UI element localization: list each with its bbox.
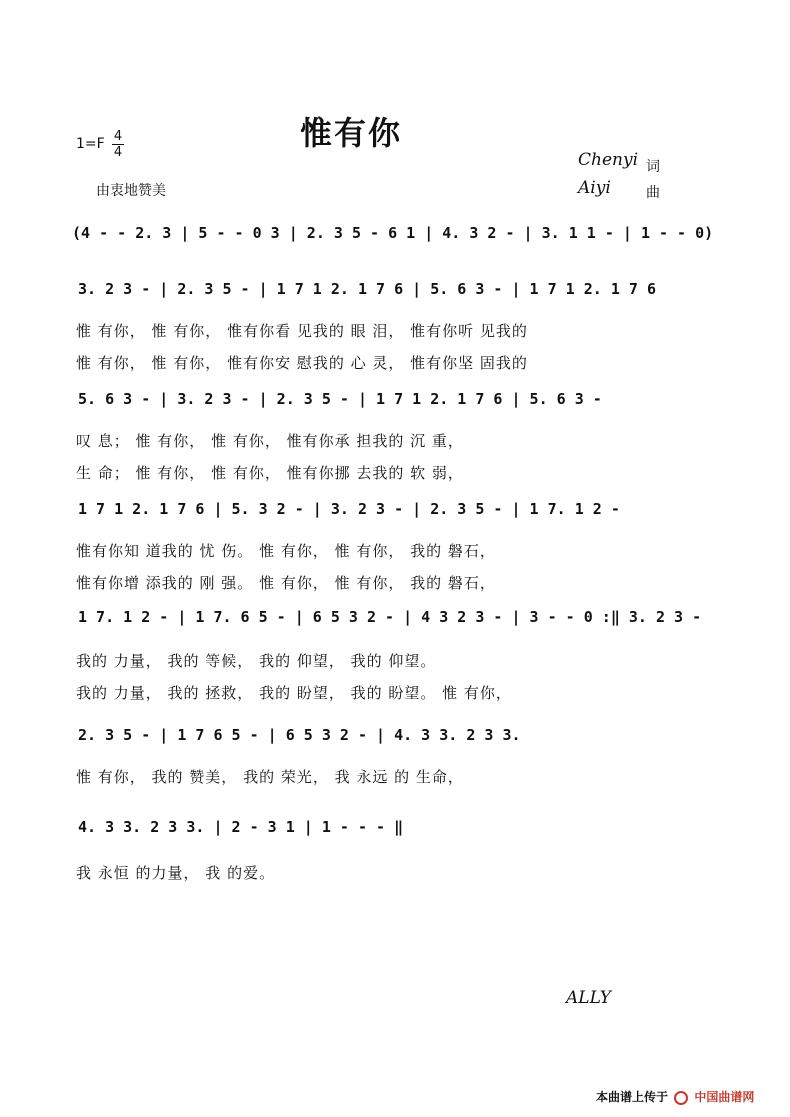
composer-role: 曲 [646,185,660,201]
site-name: 中国曲谱网 [694,1090,755,1104]
footer-credit [596,1088,754,1105]
time-signature [112,130,124,159]
lyricist-role: 词 [646,159,660,175]
site-logo-icon [674,1091,688,1105]
lyric-3-verse-1: 叹 息； 惟 有你， 惟 有你， 惟有你承 担我的 沉 重， [76,432,464,450]
score-line-4: 1 7 1 2. 1 7 6 | 5. 3 2 - | 3. 2 3 - | 2. 3 5 - | 1 7. 1 2 - [78,500,620,518]
lyric-4-verse-2: 惟有你增 添我的 刚 强。 惟 有你， 惟 有你， 我的 磐石， [76,574,496,592]
score-line-7: 4. 3 3. 2 3 3. | 2 - 3 1 | 1 - - - ‖ [78,818,404,836]
score-line-6: 2. 3 5 - | 1 7 6 5 - | 6 5 3 2 - | 4. 3 3. 2 3 3. [78,726,521,744]
lyric-6: 惟 有你， 我的 赞美， 我的 荣光， 我 永远 的 生命， [76,768,464,786]
lyricist-name: Chenyi [578,150,639,170]
page-title: 惟有你 [300,114,403,152]
lyric-3-verse-2: 生 命； 惟 有你， 惟 有你， 惟有你挪 去我的 软 弱， [76,464,464,482]
upload-text: 本曲谱上传于 [596,1090,669,1104]
lyric-5-verse-2: 我的 力量， 我的 拯救， 我的 盼望， 我的 盼望。 惟 有你， [76,684,512,702]
score-line-2: 3. 2 3 - | 2. 3 5 - | 1 7 1 2. 1 7 6 | 5. 6 3 - | 1 7 1 2. 1 7 6 [78,280,656,298]
score-line-3: 5. 6 3 - | 3. 2 3 - | 2. 3 5 - | 1 7 1 2. 1 7 6 | 5. 6 3 - [78,390,602,408]
lyric-4-verse-1: 惟有你知 道我的 忧 伤。 惟 有你， 惟 有你， 我的 磐石， [76,542,496,560]
lyric-7: 我 永恒 的力量， 我 的爱。 [76,864,276,882]
lyric-5-verse-1: 我的 力量， 我的 等候， 我的 仰望， 我的 仰望。 [76,652,437,670]
lyric-2-verse-1: 惟 有你， 惟 有你， 惟有你看 见我的 眼 泪， 惟有你听 见我的 [76,322,528,340]
expression-marking: 由衷地赞美 [96,183,166,199]
lyric-2-verse-2: 惟 有你， 惟 有你， 惟有你安 慰我的 心 灵， 惟有你坚 固我的 [76,354,528,372]
time-bottom: 4 [113,145,123,160]
time-top: 4 [113,129,123,144]
arranger-signature: ALLY [566,988,611,1008]
key-signature: 1=F [76,136,105,152]
score-line-1: (4 - - 2. 3 | 5 - - 0 3 | 2. 3 5 - 6 1 | 4. 3 2 - | 3. 1 1 - | 1 - - 0) [72,224,714,242]
score-line-5: 1 7. 1 2 - | 1 7. 6 5 - | 6 5 3 2 - | 4 3 2 3 - | 3 - - 0 :‖ 3. 2 3 - [78,608,702,626]
composer-name: Aiyi [578,178,611,198]
